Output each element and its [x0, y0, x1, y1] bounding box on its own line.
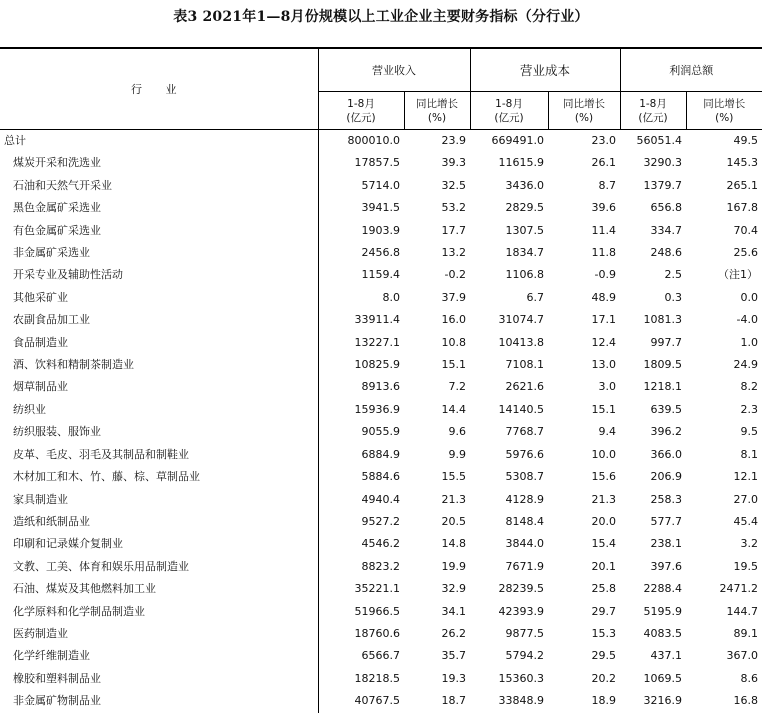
- profit-value-cell: 397.6: [650, 559, 683, 573]
- industry-name-cell: 石油、煤炭及其他燃料加工业: [0, 578, 318, 600]
- revenue-growth-cell: 14.8: [441, 537, 466, 551]
- period-label: 1-8月: [347, 97, 375, 110]
- industry-name-cell: 文教、工美、体育和娱乐用品制造业: [0, 556, 318, 578]
- pct-label: (%): [715, 111, 734, 124]
- period-label: 1-8月: [639, 97, 667, 110]
- cost-value-cell: 33848.9: [498, 694, 544, 708]
- table-row: [0, 444, 762, 466]
- cost-growth-cell: -0.9: [594, 268, 617, 282]
- revenue-value-cell: 2456.8: [361, 246, 400, 260]
- profit-growth-cell: 9.5: [740, 425, 759, 439]
- revenue-growth-cell: 19.3: [441, 671, 466, 685]
- cost-value-cell: 1834.7: [505, 246, 544, 260]
- cost-value-cell: 5794.2: [505, 649, 544, 663]
- yoy-label: 同比增长: [416, 97, 458, 110]
- industry-name-cell: 化学原料和化学制品制造业: [0, 601, 318, 623]
- pct-label: (%): [427, 111, 447, 124]
- profit-value-cell: 3290.3: [643, 156, 683, 170]
- unit-label: (亿元): [494, 111, 524, 124]
- revenue-value-cell: 10825.9: [354, 358, 400, 372]
- revenue-value-cell: 15936.9: [354, 402, 400, 416]
- profit-value-cell: 238.1: [650, 537, 683, 551]
- period-label: 1-8月: [495, 97, 523, 110]
- table-row: [0, 623, 762, 645]
- cost-value-cell: 8148.4: [505, 514, 544, 528]
- cost-value-cell: 31074.7: [498, 313, 544, 327]
- table-row: [0, 668, 762, 690]
- industry-header: 行 业: [0, 48, 318, 130]
- revenue-growth-cell: 18.7: [441, 694, 466, 708]
- profit-value-cell: 2288.4: [643, 582, 683, 596]
- revenue-growth-cell: 7.2: [448, 380, 466, 394]
- industry-name-cell: 家具制造业: [0, 489, 318, 511]
- table-row: [0, 287, 762, 309]
- profit-growth-cell: 25.6: [733, 246, 759, 260]
- profit-growth-cell: -4.0: [736, 313, 759, 327]
- table-row: [0, 556, 762, 578]
- cost-value-cell: 42393.9: [498, 604, 544, 618]
- industry-name-cell: 印刷和记录媒介复制业: [0, 533, 318, 555]
- table-row: [0, 511, 762, 533]
- cost-growth-cell: 26.1: [591, 156, 617, 170]
- revenue-growth-cell: 13.2: [441, 246, 466, 260]
- cost-value-cell: 6.7: [526, 290, 544, 304]
- table-row: [0, 242, 762, 264]
- table-row: [0, 421, 762, 443]
- industry-name-cell: 木材加工和木、竹、藤、棕、草制品业: [0, 466, 318, 488]
- yoy-label: 同比增长: [703, 97, 746, 110]
- revenue-growth-cell: 15.5: [441, 470, 466, 484]
- cost-growth-cell: 11.8: [591, 246, 617, 260]
- industry-name-cell: 造纸和纸制品业: [0, 511, 318, 533]
- profit-value-cell: 258.3: [650, 492, 683, 506]
- cost-value-cell: 1106.8: [505, 268, 544, 282]
- industry-name-cell: 其他采矿业: [0, 287, 318, 309]
- revenue-value-cell: 9527.2: [361, 514, 400, 528]
- cost-value-cell: 7768.7: [505, 425, 544, 439]
- financial-indicators-table: [0, 47, 762, 713]
- profit-value-cell: 3216.9: [643, 694, 683, 708]
- industry-name-cell: 石油和天然气开采业: [0, 175, 318, 197]
- cost-growth-cell: 11.4: [591, 223, 617, 237]
- table-row: [0, 220, 762, 242]
- profit-value-cell: 437.1: [650, 649, 683, 663]
- cost-value-cell: 2621.6: [505, 380, 544, 394]
- industry-name-cell: 煤炭开采和洗选业: [0, 152, 318, 174]
- table-row: [0, 578, 762, 600]
- table-row: [0, 466, 762, 488]
- revenue-growth-cell: 34.1: [441, 604, 466, 618]
- revenue-growth-cell: -0.2: [444, 268, 466, 282]
- profit-value-cell: 577.7: [650, 514, 683, 528]
- cost-value-cell: 3436.0: [505, 178, 544, 192]
- cost-value-cell: 1307.5: [505, 223, 544, 237]
- table-row: [0, 309, 762, 331]
- table-row: [0, 332, 762, 354]
- profit-growth-cell: 12.1: [733, 470, 759, 484]
- profit-growth-cell: 265.1: [726, 178, 759, 192]
- profit-value-cell: 248.6: [650, 246, 683, 260]
- revenue-growth-cell: 17.7: [441, 223, 466, 237]
- revenue-value-cell: 17857.5: [354, 156, 400, 170]
- revenue-value-cell: 5714.0: [361, 178, 400, 192]
- profit-growth-cell: 145.3: [726, 156, 759, 170]
- revenue-growth-cell: 53.2: [441, 201, 466, 215]
- cost-growth-cell: 20.0: [591, 514, 617, 528]
- industry-name-cell: 有色金属矿采选业: [0, 220, 318, 242]
- profit-growth-cell: 3.2: [740, 537, 759, 551]
- revenue-yoy-header: [404, 92, 470, 130]
- profit-growth-cell: 49.5: [733, 134, 759, 147]
- revenue-value-cell: 6884.9: [361, 447, 400, 461]
- cost-value-cell: 3844.0: [505, 537, 544, 551]
- pct-label: (%): [574, 111, 594, 124]
- industry-name-cell: 橡胶和塑料制品业: [0, 668, 318, 690]
- industry-name-cell: 纺织服装、服饰业: [0, 421, 318, 443]
- revenue-value-cell: 18760.6: [354, 626, 400, 640]
- cost-growth-cell: 29.5: [591, 649, 617, 663]
- table-body: [0, 130, 762, 713]
- revenue-period-header: [318, 92, 404, 130]
- revenue-growth-cell: 35.7: [441, 649, 466, 663]
- profit-growth-cell: （注1）: [718, 268, 759, 282]
- revenue-value-cell: 6566.7: [361, 649, 400, 663]
- industry-name-cell: 烟草制品业: [0, 376, 318, 398]
- profit-value-cell: 334.7: [650, 223, 683, 237]
- profit-growth-cell: 70.4: [733, 223, 759, 237]
- cost-value-cell: 15360.3: [498, 671, 544, 685]
- revenue-growth-cell: 21.3: [441, 492, 466, 506]
- profit-value-cell: 639.5: [650, 402, 683, 416]
- industry-name-cell: 开采专业及辅助性活动: [0, 264, 318, 286]
- revenue-value-cell: 51966.5: [354, 604, 400, 618]
- revenue-value-cell: 13227.1: [354, 335, 400, 349]
- revenue-growth-cell: 15.1: [441, 358, 466, 372]
- profit-value-cell: 1809.5: [643, 358, 683, 372]
- cost-growth-cell: 15.6: [591, 470, 617, 484]
- profit-growth-cell: 367.0: [726, 649, 759, 663]
- cost-value-cell: 11615.9: [498, 156, 544, 170]
- industry-name-cell: 皮革、毛皮、羽毛及其制品和制鞋业: [0, 444, 318, 466]
- revenue-growth-cell: 14.4: [441, 402, 466, 416]
- cost-growth-cell: 17.1: [591, 313, 617, 327]
- cost-growth-cell: 21.3: [591, 492, 617, 506]
- cost-growth-cell: 20.2: [591, 671, 617, 685]
- revenue-value-cell: 8823.2: [361, 559, 400, 573]
- table-row: [0, 533, 762, 555]
- profit-growth-cell: 0.0: [740, 290, 759, 304]
- cost-growth-cell: 15.1: [591, 402, 617, 416]
- profit-growth-cell: 2471.2: [719, 582, 759, 596]
- industry-name-cell: 总计: [0, 130, 318, 153]
- industry-name-cell: 酒、饮料和精制茶制造业: [0, 354, 318, 376]
- revenue-growth-cell: 20.5: [441, 514, 466, 528]
- table-row: [0, 197, 762, 219]
- revenue-value-cell: 4546.2: [361, 537, 400, 551]
- profit-value-cell: 997.7: [650, 335, 683, 349]
- cost-growth-cell: 12.4: [591, 335, 617, 349]
- cost-growth-cell: 15.4: [591, 537, 617, 551]
- table-row: [0, 354, 762, 376]
- profit-growth-cell: 167.8: [726, 201, 759, 215]
- profit-value-cell: 4083.5: [643, 626, 683, 640]
- profit-value-cell: 56051.4: [636, 134, 683, 147]
- cost-growth-cell: 13.0: [591, 358, 617, 372]
- revenue-value-cell: 800010.0: [347, 134, 400, 147]
- profit-growth-cell: 45.4: [733, 514, 759, 528]
- profit-value-cell: 1218.1: [643, 380, 683, 394]
- profit-growth-cell: 2.3: [740, 402, 759, 416]
- table-row: [0, 645, 762, 667]
- table-row: [0, 175, 762, 197]
- revenue-growth-cell: 10.8: [441, 335, 466, 349]
- cost-growth-cell: 20.1: [591, 559, 617, 573]
- yoy-label: 同比增长: [563, 97, 605, 110]
- revenue-value-cell: 5884.6: [361, 470, 400, 484]
- table-row: [0, 399, 762, 421]
- revenue-growth-cell: 32.9: [441, 582, 466, 596]
- cost-growth-cell: 48.9: [591, 290, 617, 304]
- profit-growth-cell: 89.1: [733, 626, 759, 640]
- revenue-growth-cell: 23.9: [441, 134, 466, 147]
- cost-growth-cell: 8.7: [598, 178, 617, 192]
- cost-value-cell: 10413.8: [498, 335, 544, 349]
- cost-growth-cell: 10.0: [591, 447, 617, 461]
- revenue-growth-cell: 37.9: [441, 290, 466, 304]
- profit-value-cell: 396.2: [650, 425, 683, 439]
- industry-name-cell: 纺织业: [0, 399, 318, 421]
- cost-growth-cell: 25.8: [591, 582, 617, 596]
- industry-name-cell: 黑色金属矿采选业: [0, 197, 318, 219]
- revenue-growth-cell: 39.3: [441, 156, 466, 170]
- cost-value-cell: 2829.5: [505, 201, 544, 215]
- industry-name-cell: 农副食品加工业: [0, 309, 318, 331]
- profit-yoy-header: [686, 92, 762, 130]
- industry-name-cell: 食品制造业: [0, 332, 318, 354]
- revenue-growth-cell: 16.0: [441, 313, 466, 327]
- cost-period-header: [470, 92, 548, 130]
- financial-table-wrapper: [0, 47, 762, 713]
- cost-value-cell: 7108.1: [505, 358, 544, 372]
- cost-value-cell: 14140.5: [498, 402, 544, 416]
- cost-yoy-header: [548, 92, 620, 130]
- profit-value-cell: 1081.3: [643, 313, 683, 327]
- industry-name-cell: 医药制造业: [0, 623, 318, 645]
- revenue-growth-cell: 9.6: [448, 425, 466, 439]
- revenue-value-cell: 4940.4: [361, 492, 400, 506]
- revenue-value-cell: 35221.1: [354, 582, 400, 596]
- profit-growth-cell: 24.9: [733, 358, 759, 372]
- table-title: 表3 2021年1—8月份规模以上工业企业主要财务指标（分行业）: [173, 9, 589, 25]
- table-row: [0, 601, 762, 623]
- revenue-value-cell: 8913.6: [361, 380, 400, 394]
- cost-value-cell: 5976.6: [505, 447, 544, 461]
- revenue-value-cell: 8.0: [382, 290, 400, 304]
- revenue-value-cell: 18218.5: [354, 671, 400, 685]
- industry-name-cell: 非金属矿物制品业: [0, 690, 318, 712]
- revenue-value-cell: 40767.5: [354, 694, 400, 708]
- profit-value-cell: 656.8: [650, 201, 683, 215]
- cost-value-cell: 669491.0: [491, 134, 544, 147]
- cost-header: 营业成本: [470, 48, 620, 92]
- revenue-growth-cell: 9.9: [448, 447, 466, 461]
- cost-growth-cell: 29.7: [591, 604, 617, 618]
- cost-growth-cell: 3.0: [598, 380, 617, 394]
- table-row: [0, 264, 762, 286]
- profit-value-cell: 1379.7: [643, 178, 683, 192]
- revenue-value-cell: 33911.4: [354, 313, 400, 327]
- profit-growth-cell: 8.1: [740, 447, 759, 461]
- cost-growth-cell: 39.6: [591, 201, 617, 215]
- profit-growth-cell: 19.5: [733, 559, 759, 573]
- unit-label: (亿元): [346, 111, 376, 124]
- cost-value-cell: 4128.9: [505, 492, 544, 506]
- table-row: [0, 690, 762, 712]
- profit-growth-cell: 27.0: [733, 492, 759, 506]
- cost-value-cell: 5308.7: [505, 470, 544, 484]
- revenue-growth-cell: 32.5: [441, 178, 466, 192]
- profit-growth-cell: 8.2: [740, 380, 759, 394]
- profit-growth-cell: 16.8: [733, 694, 759, 708]
- cost-growth-cell: 15.3: [591, 626, 617, 640]
- profit-header: 利润总额: [620, 48, 762, 92]
- industry-name-cell: 非金属矿采选业: [0, 242, 318, 264]
- profit-value-cell: 2.5: [664, 268, 683, 282]
- profit-value-cell: 366.0: [650, 447, 683, 461]
- table-row: [0, 489, 762, 511]
- revenue-value-cell: 3941.5: [361, 201, 400, 215]
- profit-period-header: [620, 92, 686, 130]
- revenue-growth-cell: 26.2: [441, 626, 466, 640]
- cost-growth-cell: 18.9: [591, 694, 617, 708]
- cost-value-cell: 28239.5: [498, 582, 544, 596]
- table-row: [0, 376, 762, 398]
- revenue-growth-cell: 19.9: [441, 559, 466, 573]
- profit-value-cell: 1069.5: [643, 671, 683, 685]
- cost-value-cell: 9877.5: [505, 626, 544, 640]
- cost-growth-cell: 23.0: [591, 134, 617, 147]
- cost-growth-cell: 9.4: [598, 425, 617, 439]
- revenue-value-cell: 1903.9: [361, 223, 400, 237]
- cost-value-cell: 7671.9: [505, 559, 544, 573]
- revenue-value-cell: 9055.9: [361, 425, 400, 439]
- profit-value-cell: 5195.9: [643, 604, 683, 618]
- profit-value-cell: 206.9: [650, 470, 683, 484]
- profit-growth-cell: 1.0: [740, 335, 759, 349]
- revenue-value-cell: 1159.4: [361, 268, 400, 282]
- unit-label: (亿元): [638, 111, 668, 124]
- industry-name-cell: 化学纤维制造业: [0, 645, 318, 667]
- table-row-total: [0, 130, 762, 153]
- profit-growth-cell: 8.6: [740, 671, 759, 685]
- profit-growth-cell: 144.7: [726, 604, 759, 618]
- revenue-header: 营业收入: [318, 48, 470, 92]
- profit-value-cell: 0.3: [664, 290, 683, 304]
- table-row: [0, 152, 762, 174]
